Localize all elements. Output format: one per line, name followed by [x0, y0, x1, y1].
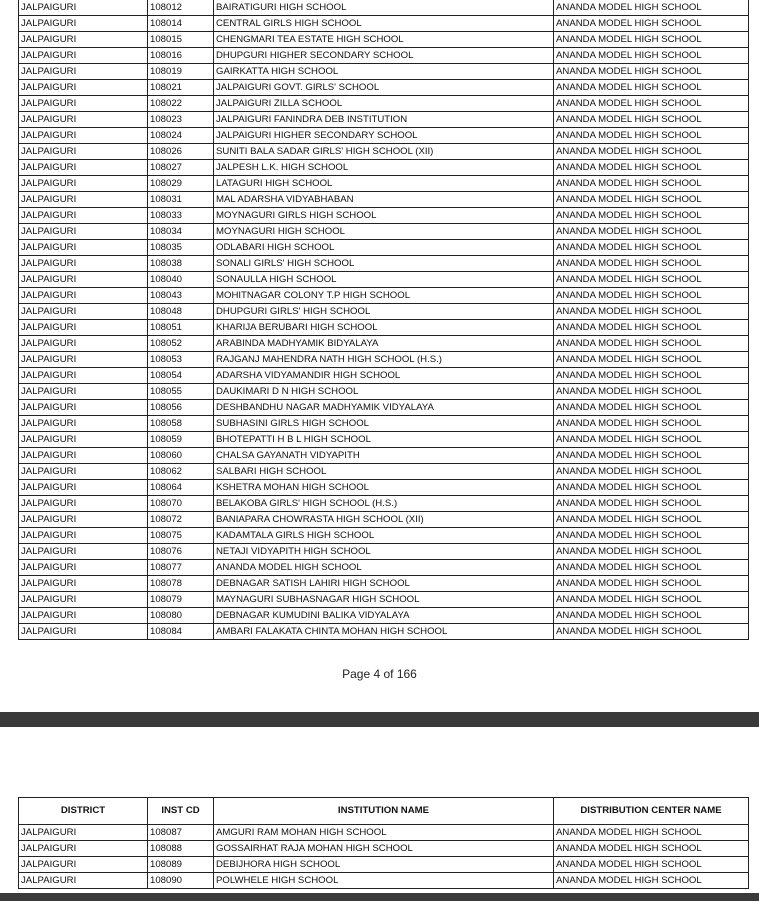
- cell-institution-name: AMBARI FALAKATA CHINTA MOHAN HIGH SCHOOL: [214, 624, 554, 640]
- cell-district: JALPAIGURI: [19, 192, 148, 208]
- cell-distribution-center: ANANDA MODEL HIGH SCHOOL: [554, 512, 749, 528]
- cell-inst-cd: 108038: [148, 256, 214, 272]
- cell-institution-name: GOSSAIRHAT RAJA MOHAN HIGH SCHOOL: [214, 841, 554, 857]
- cell-institution-name: JALPAIGURI FANINDRA DEB INSTITUTION: [214, 112, 554, 128]
- cell-distribution-center: ANANDA MODEL HIGH SCHOOL: [554, 576, 749, 592]
- cell-distribution-center: ANANDA MODEL HIGH SCHOOL: [554, 544, 749, 560]
- cell-district: JALPAIGURI: [19, 320, 148, 336]
- cell-district: JALPAIGURI: [19, 304, 148, 320]
- cell-district: JALPAIGURI: [19, 464, 148, 480]
- cell-institution-name: RAJGANJ MAHENDRA NATH HIGH SCHOOL (H.S.): [214, 352, 554, 368]
- cell-distribution-center: ANANDA MODEL HIGH SCHOOL: [554, 256, 749, 272]
- institution-table: [18, 0, 749, 640]
- cell-institution-name: ANANDA MODEL HIGH SCHOOL: [214, 560, 554, 576]
- cell-inst-cd: 108060: [148, 448, 214, 464]
- column-header-institution-name: INSTITUTION NAME: [214, 798, 554, 825]
- cell-institution-name: MOYNAGURI GIRLS HIGH SCHOOL: [214, 208, 554, 224]
- table-row: [19, 272, 749, 288]
- cell-district: JALPAIGURI: [19, 857, 148, 873]
- cell-inst-cd: 108021: [148, 80, 214, 96]
- cell-inst-cd: 108056: [148, 400, 214, 416]
- cell-district: JALPAIGURI: [19, 224, 148, 240]
- cell-distribution-center: ANANDA MODEL HIGH SCHOOL: [554, 592, 749, 608]
- cell-district: JALPAIGURI: [19, 288, 148, 304]
- cell-distribution-center: ANANDA MODEL HIGH SCHOOL: [554, 448, 749, 464]
- cell-distribution-center: ANANDA MODEL HIGH SCHOOL: [554, 368, 749, 384]
- table-row: [19, 873, 749, 889]
- table-body: [19, 825, 749, 889]
- cell-inst-cd: 108058: [148, 416, 214, 432]
- table-row: [19, 624, 749, 640]
- cell-inst-cd: 108035: [148, 240, 214, 256]
- cell-distribution-center: ANANDA MODEL HIGH SCHOOL: [554, 32, 749, 48]
- cell-distribution-center: ANANDA MODEL HIGH SCHOOL: [554, 384, 749, 400]
- cell-inst-cd: 108054: [148, 368, 214, 384]
- cell-distribution-center: ANANDA MODEL HIGH SCHOOL: [554, 0, 749, 16]
- cell-inst-cd: 108088: [148, 841, 214, 857]
- cell-institution-name: ADARSHA VIDYAMANDIR HIGH SCHOOL: [214, 368, 554, 384]
- cell-institution-name: DEBIJHORA HIGH SCHOOL: [214, 857, 554, 873]
- cell-inst-cd: 108019: [148, 64, 214, 80]
- cell-institution-name: DAUKIMARI D N HIGH SCHOOL: [214, 384, 554, 400]
- cell-institution-name: AMGURI RAM MOHAN HIGH SCHOOL: [214, 825, 554, 841]
- table-body: [19, 0, 749, 640]
- cell-district: JALPAIGURI: [19, 336, 148, 352]
- cell-institution-name: KHARIJA BERUBARI HIGH SCHOOL: [214, 320, 554, 336]
- cell-inst-cd: 108043: [148, 288, 214, 304]
- table-row: [19, 416, 749, 432]
- cell-district: JALPAIGURI: [19, 352, 148, 368]
- table-row: [19, 144, 749, 160]
- table-row: [19, 464, 749, 480]
- table-row: [19, 384, 749, 400]
- cell-inst-cd: 108064: [148, 480, 214, 496]
- cell-district: JALPAIGURI: [19, 384, 148, 400]
- cell-distribution-center: ANANDA MODEL HIGH SCHOOL: [554, 272, 749, 288]
- cell-district: JALPAIGURI: [19, 448, 148, 464]
- cell-distribution-center: ANANDA MODEL HIGH SCHOOL: [554, 857, 749, 873]
- table-row: [19, 512, 749, 528]
- cell-institution-name: KADAMTALA GIRLS HIGH SCHOOL: [214, 528, 554, 544]
- cell-institution-name: BAIRATIGURI HIGH SCHOOL: [214, 0, 554, 16]
- cell-district: JALPAIGURI: [19, 80, 148, 96]
- cell-institution-name: LATAGURI HIGH SCHOOL: [214, 176, 554, 192]
- table-row: [19, 48, 749, 64]
- cell-institution-name: SUBHASINI GIRLS HIGH SCHOOL: [214, 416, 554, 432]
- cell-inst-cd: 108012: [148, 0, 214, 16]
- cell-inst-cd: 108079: [148, 592, 214, 608]
- table-row: [19, 240, 749, 256]
- cell-institution-name: BHOTEPATTI H B L HIGH SCHOOL: [214, 432, 554, 448]
- table-row: [19, 448, 749, 464]
- cell-distribution-center: ANANDA MODEL HIGH SCHOOL: [554, 432, 749, 448]
- table-row: [19, 288, 749, 304]
- cell-inst-cd: 108090: [148, 873, 214, 889]
- pdf-page-5: [0, 727, 759, 901]
- table-row: [19, 841, 749, 857]
- cell-inst-cd: 108048: [148, 304, 214, 320]
- table-row: [19, 128, 749, 144]
- cell-distribution-center: ANANDA MODEL HIGH SCHOOL: [554, 48, 749, 64]
- cell-distribution-center: ANANDA MODEL HIGH SCHOOL: [554, 304, 749, 320]
- table-row: [19, 432, 749, 448]
- cell-district: JALPAIGURI: [19, 528, 148, 544]
- table-row: [19, 608, 749, 624]
- cell-inst-cd: 108040: [148, 272, 214, 288]
- cell-inst-cd: 108053: [148, 352, 214, 368]
- cell-district: JALPAIGURI: [19, 592, 148, 608]
- cell-distribution-center: ANANDA MODEL HIGH SCHOOL: [554, 400, 749, 416]
- cell-distribution-center: ANANDA MODEL HIGH SCHOOL: [554, 624, 749, 640]
- page-separator: [0, 712, 759, 727]
- cell-distribution-center: ANANDA MODEL HIGH SCHOOL: [554, 240, 749, 256]
- cell-district: JALPAIGURI: [19, 608, 148, 624]
- cell-institution-name: DHUPGURI HIGHER SECONDARY SCHOOL: [214, 48, 554, 64]
- cell-inst-cd: 108014: [148, 16, 214, 32]
- cell-inst-cd: 108084: [148, 624, 214, 640]
- cell-institution-name: MAL ADARSHA VIDYABHABAN: [214, 192, 554, 208]
- cell-distribution-center: ANANDA MODEL HIGH SCHOOL: [554, 352, 749, 368]
- cell-distribution-center: ANANDA MODEL HIGH SCHOOL: [554, 480, 749, 496]
- cell-distribution-center: ANANDA MODEL HIGH SCHOOL: [554, 128, 749, 144]
- column-header-distribution-center: DISTRIBUTION CENTER NAME: [554, 798, 749, 825]
- cell-distribution-center: ANANDA MODEL HIGH SCHOOL: [554, 224, 749, 240]
- cell-institution-name: JALPAIGURI HIGHER SECONDARY SCHOOL: [214, 128, 554, 144]
- cell-inst-cd: 108029: [148, 176, 214, 192]
- cell-distribution-center: ANANDA MODEL HIGH SCHOOL: [554, 80, 749, 96]
- cell-institution-name: BELAKOBA GIRLS' HIGH SCHOOL (H.S.): [214, 496, 554, 512]
- cell-distribution-center: ANANDA MODEL HIGH SCHOOL: [554, 288, 749, 304]
- cell-institution-name: MOYNAGURI HIGH SCHOOL: [214, 224, 554, 240]
- cell-distribution-center: ANANDA MODEL HIGH SCHOOL: [554, 496, 749, 512]
- cell-distribution-center: ANANDA MODEL HIGH SCHOOL: [554, 64, 749, 80]
- cell-distribution-center: ANANDA MODEL HIGH SCHOOL: [554, 96, 749, 112]
- cell-institution-name: MAYNAGURI SUBHASNAGAR HIGH SCHOOL: [214, 592, 554, 608]
- cell-institution-name: DEBNAGAR KUMUDINI BALIKA VIDYALAYA: [214, 608, 554, 624]
- cell-inst-cd: 108080: [148, 608, 214, 624]
- cell-district: JALPAIGURI: [19, 128, 148, 144]
- table-row: [19, 256, 749, 272]
- cell-district: JALPAIGURI: [19, 560, 148, 576]
- cell-district: JALPAIGURI: [19, 272, 148, 288]
- page-separator: [0, 893, 759, 901]
- cell-inst-cd: 108027: [148, 160, 214, 176]
- cell-distribution-center: ANANDA MODEL HIGH SCHOOL: [554, 608, 749, 624]
- cell-distribution-center: ANANDA MODEL HIGH SCHOOL: [554, 112, 749, 128]
- cell-inst-cd: 108033: [148, 208, 214, 224]
- cell-institution-name: SONAULLA HIGH SCHOOL: [214, 272, 554, 288]
- table-row: [19, 192, 749, 208]
- cell-district: JALPAIGURI: [19, 16, 148, 32]
- table-row: [19, 336, 749, 352]
- table-row: [19, 0, 749, 16]
- cell-district: JALPAIGURI: [19, 32, 148, 48]
- cell-distribution-center: ANANDA MODEL HIGH SCHOOL: [554, 320, 749, 336]
- table-row: [19, 96, 749, 112]
- table-row: [19, 16, 749, 32]
- cell-inst-cd: 108070: [148, 496, 214, 512]
- table-row: [19, 592, 749, 608]
- cell-inst-cd: 108022: [148, 96, 214, 112]
- cell-inst-cd: 108072: [148, 512, 214, 528]
- cell-institution-name: DESHBANDHU NAGAR MADHYAMIK VIDYALAYA: [214, 400, 554, 416]
- cell-inst-cd: 108026: [148, 144, 214, 160]
- cell-institution-name: DHUPGURI GIRLS' HIGH SCHOOL: [214, 304, 554, 320]
- cell-district: JALPAIGURI: [19, 0, 148, 16]
- cell-district: JALPAIGURI: [19, 368, 148, 384]
- cell-institution-name: SALBARI HIGH SCHOOL: [214, 464, 554, 480]
- table-row: [19, 112, 749, 128]
- cell-institution-name: GAIRKATTA HIGH SCHOOL: [214, 64, 554, 80]
- cell-institution-name: NETAJI VIDYAPITH HIGH SCHOOL: [214, 544, 554, 560]
- table-row: [19, 320, 749, 336]
- cell-district: JALPAIGURI: [19, 48, 148, 64]
- column-header-district: DISTRICT: [19, 798, 148, 825]
- table-header: [19, 798, 749, 825]
- cell-district: JALPAIGURI: [19, 841, 148, 857]
- cell-inst-cd: 108024: [148, 128, 214, 144]
- cell-district: JALPAIGURI: [19, 112, 148, 128]
- cell-distribution-center: ANANDA MODEL HIGH SCHOOL: [554, 144, 749, 160]
- cell-district: JALPAIGURI: [19, 96, 148, 112]
- table-row: [19, 825, 749, 841]
- cell-district: JALPAIGURI: [19, 624, 148, 640]
- cell-district: JALPAIGURI: [19, 176, 148, 192]
- institution-table: [18, 797, 749, 889]
- cell-inst-cd: 108089: [148, 857, 214, 873]
- cell-institution-name: MOHITNAGAR COLONY T.P HIGH SCHOOL: [214, 288, 554, 304]
- table-row: [19, 544, 749, 560]
- table-row: [19, 857, 749, 873]
- table-row: [19, 176, 749, 192]
- cell-institution-name: SUNITI BALA SADAR GIRLS' HIGH SCHOOL (XII): [214, 144, 554, 160]
- table-row: [19, 368, 749, 384]
- cell-institution-name: JALPESH L.K. HIGH SCHOOL: [214, 160, 554, 176]
- table-row: [19, 576, 749, 592]
- cell-inst-cd: 108059: [148, 432, 214, 448]
- cell-district: JALPAIGURI: [19, 825, 148, 841]
- table-row: [19, 80, 749, 96]
- cell-district: JALPAIGURI: [19, 208, 148, 224]
- table-row: [19, 352, 749, 368]
- cell-institution-name: CHALSA GAYANATH VIDYAPITH: [214, 448, 554, 464]
- cell-institution-name: KSHETRA MOHAN HIGH SCHOOL: [214, 480, 554, 496]
- cell-inst-cd: 108075: [148, 528, 214, 544]
- cell-inst-cd: 108031: [148, 192, 214, 208]
- cell-inst-cd: 108076: [148, 544, 214, 560]
- cell-inst-cd: 108077: [148, 560, 214, 576]
- table-row: [19, 560, 749, 576]
- cell-distribution-center: ANANDA MODEL HIGH SCHOOL: [554, 841, 749, 857]
- table-row: [19, 64, 749, 80]
- cell-distribution-center: ANANDA MODEL HIGH SCHOOL: [554, 560, 749, 576]
- cell-institution-name: BANIAPARA CHOWRASTA HIGH SCHOOL (XII): [214, 512, 554, 528]
- cell-institution-name: CENTRAL GIRLS HIGH SCHOOL: [214, 16, 554, 32]
- header-row: [19, 798, 749, 825]
- cell-distribution-center: ANANDA MODEL HIGH SCHOOL: [554, 825, 749, 841]
- cell-distribution-center: ANANDA MODEL HIGH SCHOOL: [554, 176, 749, 192]
- table-row: [19, 528, 749, 544]
- cell-district: JALPAIGURI: [19, 544, 148, 560]
- cell-distribution-center: ANANDA MODEL HIGH SCHOOL: [554, 416, 749, 432]
- cell-district: JALPAIGURI: [19, 64, 148, 80]
- table-row: [19, 400, 749, 416]
- table-row: [19, 496, 749, 512]
- table-row: [19, 208, 749, 224]
- cell-district: JALPAIGURI: [19, 512, 148, 528]
- cell-district: JALPAIGURI: [19, 416, 148, 432]
- cell-institution-name: CHENGMARI TEA ESTATE HIGH SCHOOL: [214, 32, 554, 48]
- cell-distribution-center: ANANDA MODEL HIGH SCHOOL: [554, 208, 749, 224]
- cell-district: JALPAIGURI: [19, 160, 148, 176]
- cell-district: JALPAIGURI: [19, 240, 148, 256]
- cell-district: JALPAIGURI: [19, 873, 148, 889]
- cell-inst-cd: 108023: [148, 112, 214, 128]
- table-row: [19, 480, 749, 496]
- cell-inst-cd: 108062: [148, 464, 214, 480]
- cell-institution-name: SONALI GIRLS' HIGH SCHOOL: [214, 256, 554, 272]
- cell-institution-name: DEBNAGAR SATISH LAHIRI HIGH SCHOOL: [214, 576, 554, 592]
- cell-district: JALPAIGURI: [19, 400, 148, 416]
- cell-district: JALPAIGURI: [19, 432, 148, 448]
- cell-distribution-center: ANANDA MODEL HIGH SCHOOL: [554, 336, 749, 352]
- cell-institution-name: ODLABARI HIGH SCHOOL: [214, 240, 554, 256]
- cell-inst-cd: 108055: [148, 384, 214, 400]
- table-row: [19, 304, 749, 320]
- cell-inst-cd: 108051: [148, 320, 214, 336]
- cell-distribution-center: ANANDA MODEL HIGH SCHOOL: [554, 528, 749, 544]
- cell-district: JALPAIGURI: [19, 576, 148, 592]
- cell-district: JALPAIGURI: [19, 144, 148, 160]
- cell-distribution-center: ANANDA MODEL HIGH SCHOOL: [554, 192, 749, 208]
- cell-institution-name: ARABINDA MADHYAMIK BIDYALAYA: [214, 336, 554, 352]
- cell-distribution-center: ANANDA MODEL HIGH SCHOOL: [554, 464, 749, 480]
- cell-distribution-center: ANANDA MODEL HIGH SCHOOL: [554, 873, 749, 889]
- cell-institution-name: POLWHELE HIGH SCHOOL: [214, 873, 554, 889]
- cell-institution-name: JALPAIGURI GOVT. GIRLS' SCHOOL: [214, 80, 554, 96]
- cell-distribution-center: ANANDA MODEL HIGH SCHOOL: [554, 160, 749, 176]
- cell-institution-name: JALPAIGURI ZILLA SCHOOL: [214, 96, 554, 112]
- page-number: Page 4 of 166: [342, 667, 417, 681]
- cell-district: JALPAIGURI: [19, 256, 148, 272]
- cell-district: JALPAIGURI: [19, 480, 148, 496]
- table-row: [19, 32, 749, 48]
- column-header-inst-cd: INST CD: [148, 798, 214, 825]
- cell-distribution-center: ANANDA MODEL HIGH SCHOOL: [554, 16, 749, 32]
- table-row: [19, 224, 749, 240]
- cell-inst-cd: 108078: [148, 576, 214, 592]
- cell-inst-cd: 108015: [148, 32, 214, 48]
- cell-inst-cd: 108016: [148, 48, 214, 64]
- table-row: [19, 160, 749, 176]
- cell-inst-cd: 108052: [148, 336, 214, 352]
- cell-district: JALPAIGURI: [19, 496, 148, 512]
- cell-inst-cd: 108034: [148, 224, 214, 240]
- cell-inst-cd: 108087: [148, 825, 214, 841]
